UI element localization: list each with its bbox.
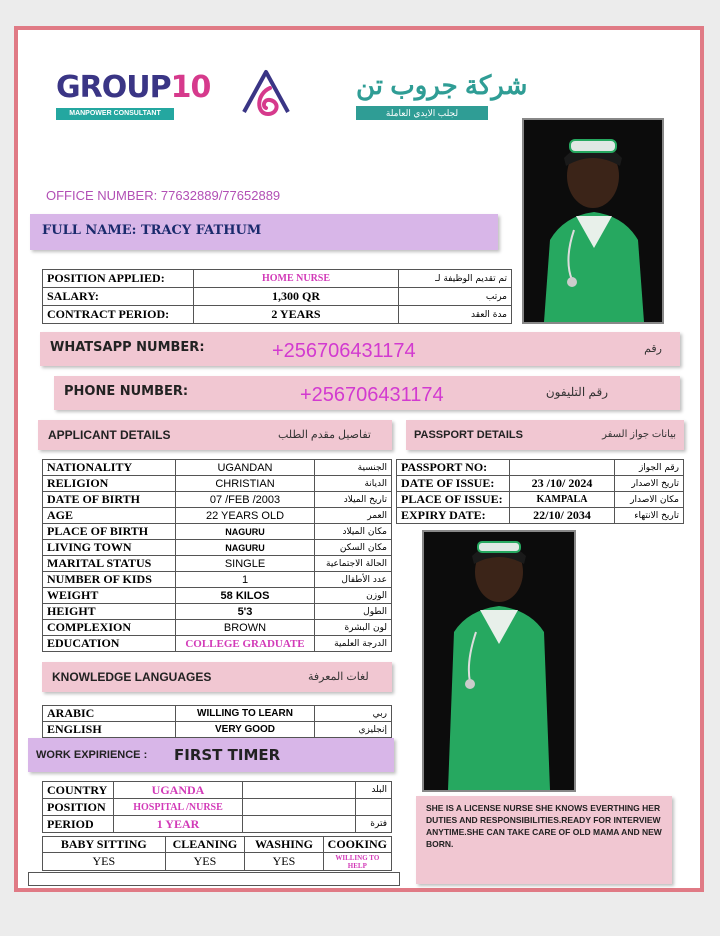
whatsapp-label: WHATSAPP NUMBER: [50, 340, 205, 355]
remarks-box [416, 796, 672, 884]
applicant-photo-full [422, 530, 576, 792]
table-row [43, 588, 392, 604]
applicant-label: NUMBER OF KIDS [43, 572, 176, 588]
applicant-arabic: الوزن [315, 588, 392, 604]
table-row [43, 288, 512, 306]
work-header-value: FIRST TIMER [174, 746, 281, 764]
job-arabic: تم تقديم الوظيفة لـ [399, 270, 512, 288]
remarks-text: SHE IS A LICENSE NURSE SHE KNOWS EVERTHING HER DUTIES AND RESPONSIBILITIES.READY FOR INTERVIEW ANYTIME.SHE CAN TAKE CARE OF OLD MAMA AND NEW BORN. [426, 803, 662, 849]
applicant-arabic: مكان الميلاد [315, 524, 392, 540]
whatsapp-arabic: رقم [644, 343, 662, 355]
applicant-label: LIVING TOWN [43, 540, 176, 556]
passport-label: PASSPORT NO: [397, 460, 510, 476]
applicant-value: BROWN [176, 620, 315, 636]
passport-label: DATE OF ISSUE: [397, 476, 510, 492]
full-name [42, 223, 261, 238]
passport-arabic: تاريخ الانتهاء [615, 508, 684, 524]
table-row [43, 460, 392, 476]
applicant-label: AGE [43, 508, 176, 524]
language-arabic: إنجليزي [315, 722, 392, 738]
skill-value: WILLING TO HELP [323, 853, 391, 871]
table-row [43, 636, 392, 652]
table-row [43, 816, 392, 833]
table-row [397, 508, 684, 524]
work-empty-cell [243, 782, 356, 799]
applicant-label: HEIGHT [43, 604, 176, 620]
logo-arabic: شركة جروب تن [356, 70, 528, 100]
passport-header-label: PASSPORT DETAILS [414, 429, 523, 441]
work-header [28, 738, 394, 772]
work-label: POSITION [43, 799, 114, 816]
language-label: ARABIC [43, 706, 176, 722]
applicant-header [38, 420, 392, 450]
applicant-arabic: تاريخ الميلاد [315, 492, 392, 508]
applicant-label: RELIGION [43, 476, 176, 492]
work-value: UGANDA [114, 782, 243, 799]
table-row [397, 460, 684, 476]
office-number [46, 188, 280, 203]
nurse-photo-icon [524, 120, 662, 322]
work-header-label: WORK EXPIRIENCE : [36, 749, 148, 761]
languages-table [42, 705, 392, 738]
applicant-arabic: الدرجة العلمية [315, 636, 392, 652]
applicant-value: 07 /FEB /2003 [176, 492, 315, 508]
passport-value: KAMPALA [510, 492, 615, 508]
applicant-label: NATIONALITY [43, 460, 176, 476]
applicant-value: UGANDAN [176, 460, 315, 476]
passport-label: EXPIRY DATE: [397, 508, 510, 524]
skill-label: COOKING [323, 837, 391, 853]
languages-header [42, 662, 392, 692]
table-row [43, 837, 392, 853]
table-row [43, 492, 392, 508]
full-name-value: TRACY FATHUM [140, 223, 262, 238]
passport-label: PLACE OF ISSUE: [397, 492, 510, 508]
applicant-value: COLLEGE GRADUATE [176, 636, 315, 652]
applicant-value: 22 YEARS OLD [176, 508, 315, 524]
table-row [43, 782, 392, 799]
applicant-value: NAGURU [176, 540, 315, 556]
work-arabic [356, 799, 392, 816]
applicant-label: DATE OF BIRTH [43, 492, 176, 508]
skill-label: WASHING [245, 837, 323, 853]
applicant-arabic: لون البشرة [315, 620, 392, 636]
logo-subtitle: MANPOWER CONSULTANT [56, 108, 174, 120]
applicant-photo [522, 118, 664, 324]
table-row [43, 270, 512, 288]
work-arabic: البلد [356, 782, 392, 799]
job-arabic: مدة العقد [399, 306, 512, 324]
work-value: HOSPITAL /NURSE [114, 799, 243, 816]
applicant-label: MARITAL STATUS [43, 556, 176, 572]
phone-arabic: رقم التليفون [545, 385, 608, 399]
applicant-value: CHRISTIAN [176, 476, 315, 492]
table-row [397, 492, 684, 508]
applicant-label: WEIGHT [43, 588, 176, 604]
applicant-header-arabic: تفاصيل مقدم الطلب [278, 429, 371, 441]
table-row [43, 508, 392, 524]
language-value: VERY GOOD [176, 722, 315, 738]
applicant-arabic: مكان السكن [315, 540, 392, 556]
applicant-label: EDUCATION [43, 636, 176, 652]
full-name-bar [30, 214, 498, 250]
whatsapp-value: +256706431174 [272, 340, 416, 362]
applicant-value: 58 KILOS [176, 588, 315, 604]
job-value: 2 YEARS [194, 306, 399, 324]
applicant-table [42, 459, 392, 652]
skill-value: YES [165, 853, 245, 871]
applicant-label: COMPLEXION [43, 620, 176, 636]
applicant-arabic: الحالة الاجتماعية [315, 556, 392, 572]
passport-arabic: مكان الاصدار [615, 492, 684, 508]
languages-header-arabic: لغات المعرفة [308, 671, 369, 683]
table-row [43, 556, 392, 572]
phone-bar [54, 376, 680, 410]
job-label: POSITION APPLIED: [43, 270, 194, 288]
applicant-arabic: الطول [315, 604, 392, 620]
phone-label: PHONE NUMBER: [64, 384, 189, 399]
work-table [42, 781, 392, 833]
passport-table [396, 459, 684, 524]
applicant-value: 1 [176, 572, 315, 588]
table-row [43, 853, 392, 871]
applicant-arabic: عدد الأطفال [315, 572, 392, 588]
job-label: SALARY: [43, 288, 194, 306]
empty-bottom-row [28, 872, 400, 886]
work-empty-cell [243, 799, 356, 816]
table-row [43, 476, 392, 492]
applicant-arabic: الجنسية [315, 460, 392, 476]
work-label: PERIOD [43, 816, 114, 833]
language-value: WILLING TO LEARN [176, 706, 315, 722]
table-row [43, 799, 392, 816]
passport-value [510, 460, 615, 476]
applicant-value: NAGURU [176, 524, 315, 540]
skills-table [42, 836, 392, 871]
logo-arabic-subtitle: لجلب الايدي العاملة [356, 106, 488, 120]
nurse-full-photo-icon [424, 532, 574, 790]
logo-text: GROUP [56, 70, 171, 105]
applicant-label: PLACE OF BIRTH [43, 524, 176, 540]
language-arabic: ربي [315, 706, 392, 722]
table-row [43, 706, 392, 722]
languages-header-label: KNOWLEDGE LANGUAGES [52, 670, 212, 684]
job-value: HOME NURSE [194, 270, 399, 288]
group10-logo [56, 70, 210, 105]
passport-header [406, 420, 684, 450]
passport-arabic: تاريخ الاصدار [615, 476, 684, 492]
work-arabic: فترة [356, 816, 392, 833]
table-row [397, 476, 684, 492]
applicant-arabic: الديانة [315, 476, 392, 492]
job-label: CONTRACT PERIOD: [43, 306, 194, 324]
passport-arabic: رقم الجواز [615, 460, 684, 476]
logo-number: 10 [170, 70, 211, 105]
applicant-header-label: APPLICANT DETAILS [48, 428, 171, 442]
table-row [43, 524, 392, 540]
job-value: 1,300 QR [194, 288, 399, 306]
table-row [43, 540, 392, 556]
applicant-arabic: العمر [315, 508, 392, 524]
passport-value: 23 /10/ 2024 [510, 476, 615, 492]
whatsapp-bar [40, 332, 680, 366]
full-name-label: FULL NAME: [42, 223, 137, 238]
work-empty-cell [243, 816, 356, 833]
language-label: ENGLISH [43, 722, 176, 738]
table-row [43, 722, 392, 738]
applicant-value: SINGLE [176, 556, 315, 572]
work-value: 1 YEAR [114, 816, 243, 833]
phone-value: +256706431174 [300, 384, 444, 406]
passport-value: 22/10/ 2034 [510, 508, 615, 524]
table-row [43, 306, 512, 324]
work-label: COUNTRY [43, 782, 114, 799]
skill-value: YES [245, 853, 323, 871]
applicant-value: 5'3 [176, 604, 315, 620]
table-row [43, 604, 392, 620]
job-table [42, 269, 512, 324]
table-row [43, 572, 392, 588]
job-arabic: مرتب [399, 288, 512, 306]
office-value: 77632889/77652889 [160, 188, 281, 203]
skill-label: BABY SITTING [43, 837, 166, 853]
skill-value: YES [43, 853, 166, 871]
skill-label: CLEANING [165, 837, 245, 853]
office-label: OFFICE NUMBER: [46, 188, 158, 203]
passport-header-arabic: بيانات جواز السفر [602, 429, 676, 440]
house-logo-icon [238, 64, 294, 120]
table-row [43, 620, 392, 636]
